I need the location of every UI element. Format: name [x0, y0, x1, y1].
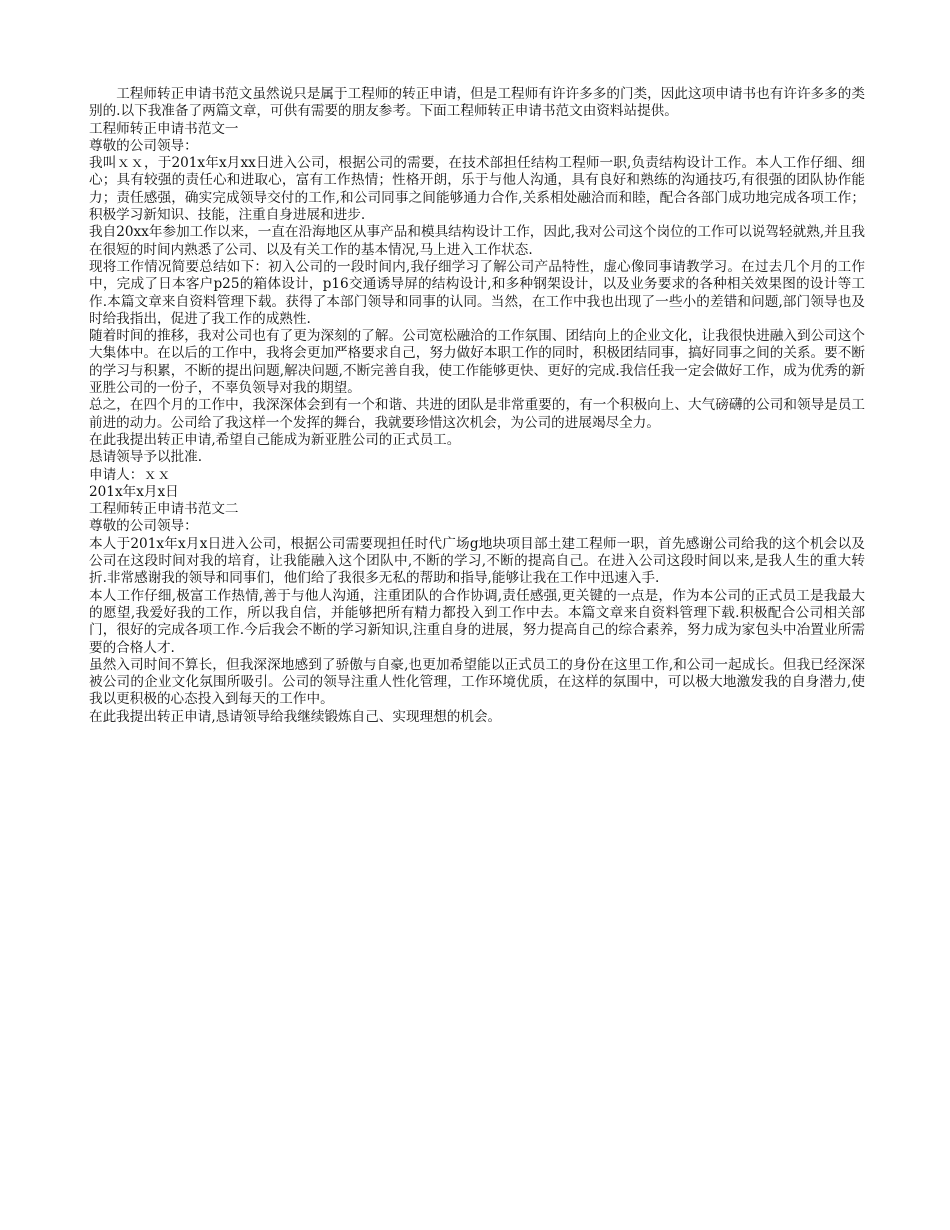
article2-title: 工程师转正申请书范文二	[89, 501, 239, 518]
intro-paragraph: 工程师转正申请书范文虽然说只是属于工程师的转正申请，但是工程师有许许多多的门类，因此这项申请书也有许许多多的类别的.以下我准备了两篇文章，可供有需要的朋友参考。下面工程师转正申请书范文由资料站提供。	[89, 86, 865, 120]
article2-salutation: 尊敬的公司领导：	[89, 518, 198, 535]
article2-paragraph: 本人工作仔细,极富工作热情,善于与他人沟通，注重团队的合作协调,责任感强,更关键的一点是，作为本公司的正式员工是我最大的愿望,我爱好我的工作，所以我自信，并能够把所有精力都投入到工作中去。本篇文章来自资料管理下载.积极配合公司相关部门，很好的完成各项工作.今后我会不断的学习新知识,注重自身的进展，努力提高自己的综合素养，努力成为家包头中冶置业所需要的合格人才.	[89, 587, 865, 656]
article2-paragraph: 在此我提出转正申请,恳请领导给我继续锻炼自己、实现理想的机会。	[89, 708, 502, 725]
document-body	[89, 86, 865, 726]
article1-paragraph: 我叫ｘｘ，于201x年x月xx日进入公司，根据公司的需要，在技术部担任结构工程师一职,负责结构设计工作。本人工作仔细、细心；具有较强的责任心和进取心，富有工作热情；性格开朗，乐于与他人沟通，具有良好和熟练的沟通技巧,有很强的团队协作能力；责任感强，确实完成领导交付的工作,和公司同事之间能够通力合作,关系相处融洽而和睦，配合各部门成功地完成各项工作；积极学习新知识、技能，注重自身进展和进步.	[89, 155, 865, 224]
article1-paragraph: 在此我提出转正申请,希望自己能成为新亚胜公司的正式员工。	[89, 431, 461, 448]
article1-salutation: 尊敬的公司领导：	[89, 137, 198, 154]
article2-paragraph: 本人于201x年x月x日进入公司，根据公司需要现担任时代广场g地块项目部土建工程师一职，首先感谢公司给我的这个机会以及公司在这段时间对我的培育，让我能融入这个团队中,不断的学习,不断的提高自己。在进入公司这段时间以来,是我人生的重大转折.非常感谢我的领导和同事们，他们给了我很多无私的帮助和指导,能够让我在工作中迅速入手.	[89, 535, 865, 587]
article1-paragraph: 我自20xx年参加工作以来，一直在沿海地区从事产品和模具结构设计工作，因此,我对公司这个岗位的工作可以说驾轻就熟,并且我在很短的时间内熟悉了公司、以及有关工作的基本情况,马上进入工作状态.	[89, 224, 865, 258]
article1-date: 201x年x月x日	[89, 483, 179, 500]
article1-signature: 申请人：ｘｘ	[89, 466, 171, 483]
article2-paragraph: 虽然入司时间不算长，但我深深地感到了骄傲与自豪,也更加希望能以正式员工的身份在这里工作,和公司一起成长。但我已经深深被公司的企业文化氛围所吸引。公司的领导注重人性化管理，工作环境优质，在这样的氛围中，可以极大地激发我的自身潜力,使我以更积极的心态投入到每天的工作中。	[89, 656, 865, 708]
article1-paragraph: 总之，在四个月的工作中，我深深体会到有一个和谐、共进的团队是非常重要的，有一个积极向上、大气磅礴的公司和领导是员工前进的动力。公司给了我这样一个发挥的舞台，我就要珍惜这次机会，为公司的进展竭尽全力。	[89, 397, 865, 431]
article1-paragraph: 随着时间的推移，我对公司也有了更为深刻的了解。公司宽松融洽的工作氛围、团结向上的企业文化，让我很快进融入到公司这个大集体中。在以后的工作中，我将会更加严格要求自己，努力做好本职工作的同时，积极团结同事，搞好同事之间的关系。要不断的学习与积累，不断的提出问题,解决问题,不断完善自我，使工作能够更快、更好的完成.我信任我一定会做好工作，成为优秀的新亚胜公司的一份子，不辜负领导对我的期望。	[89, 328, 865, 397]
article1-title: 工程师转正申请书范文一	[89, 120, 239, 137]
article1-paragraph: 现将工作情况简要总结如下：初入公司的一段时间内,我仔细学习了解公司产品特性，虚心像同事请教学习。在过去几个月的工作中，完成了日本客户p25的箱体设计，p16交通诱导屏的结构设计,和多种钢架设计，以及业务要求的各种相关效果图的设计等工作.本篇文章来自资料管理下载。获得了本部门领导和同事的认同。当然，在工作中我也出现了一些小的差错和问题,部门领导也及时给我指出，促进了我工作的成熟性.	[89, 258, 865, 327]
article1-paragraph: 恳请领导予以批准.	[89, 449, 203, 466]
